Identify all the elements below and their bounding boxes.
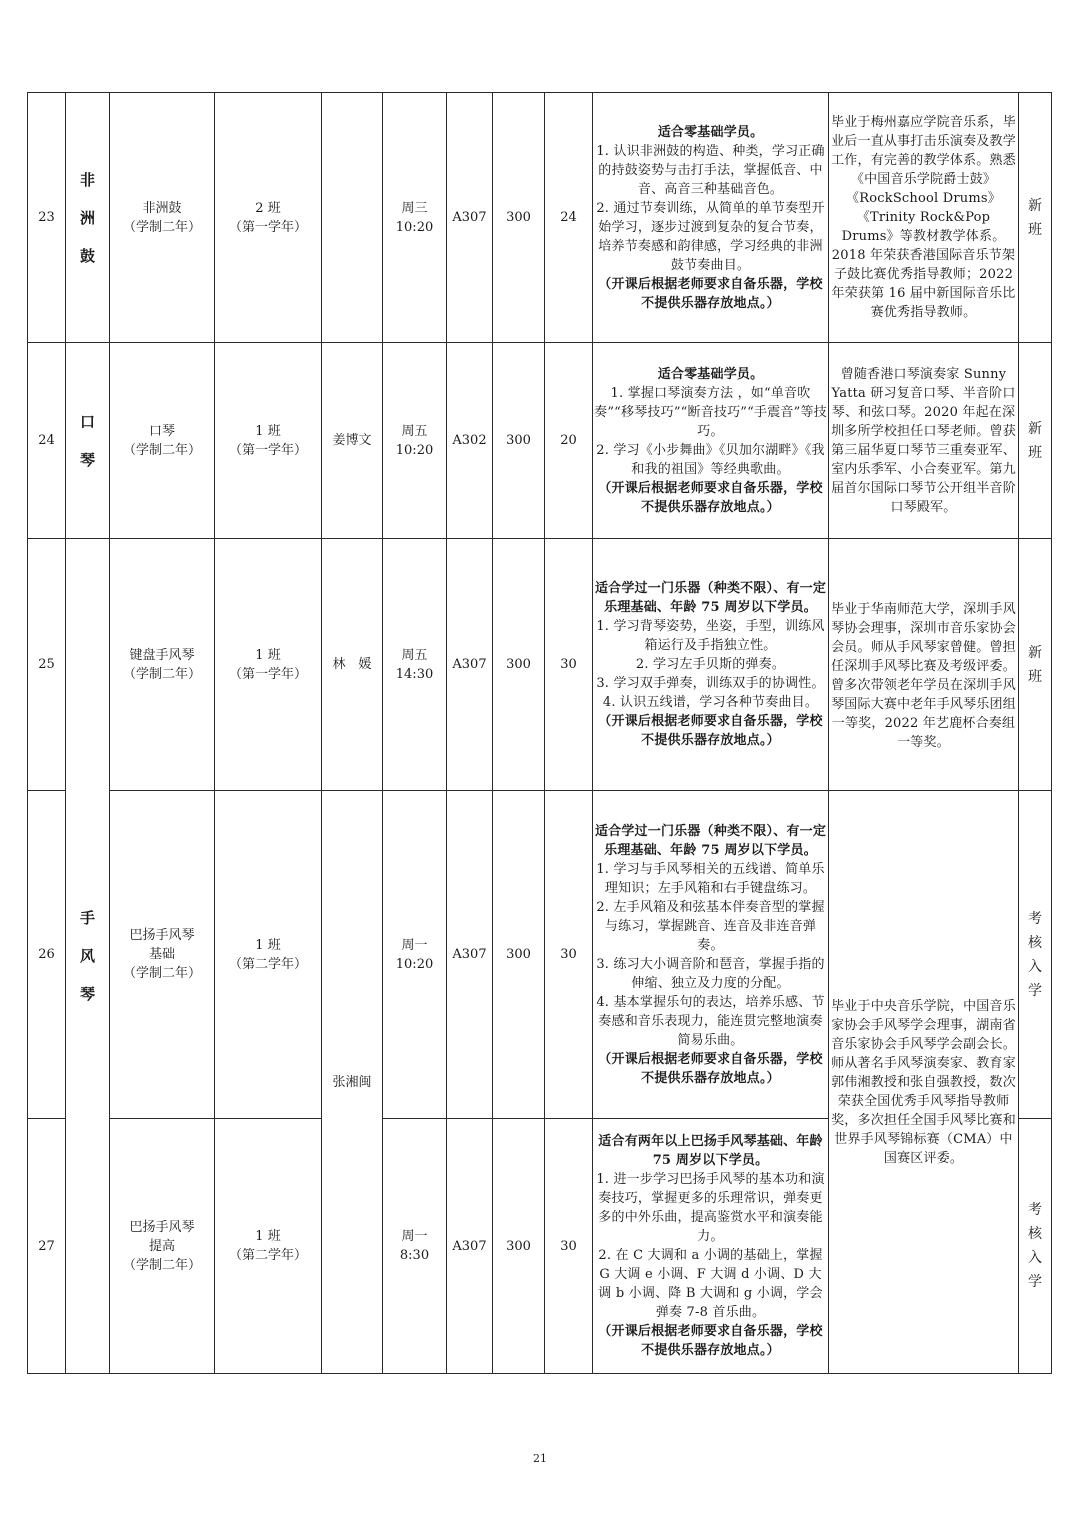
category-cell — [66, 93, 110, 343]
course-description: 适合零基础学员。 1. 认识非洲鼓的构造、种类，学习正确的持鼓姿势与击打手法，掌握低音、中音、高音三种基础音色。 2. 通过节奏训练，从简单的单节奏型开始学习，逐步过渡到复杂的复合节奏，培养节奏感和韵律感，学习经典的非洲鼓节奏曲目。 （开课后根据老师要求自备乐器，学校不提供乐器存放地点。） — [593, 93, 829, 343]
teacher-name: 张湘闽 — [322, 791, 383, 1374]
course-name: 口琴 （学制二年） — [110, 343, 215, 539]
remark: 考核入学 — [1019, 1119, 1052, 1374]
class-time: 周一 8:30 — [383, 1119, 447, 1374]
row-number: 26 — [28, 791, 66, 1119]
teacher-name: 林 媛 — [322, 539, 383, 791]
fee: 300 — [493, 1119, 545, 1374]
table-row — [28, 539, 1052, 791]
category-label: 口琴 — [79, 412, 95, 469]
teacher-intro: 毕业于华南师范大学，深圳手风琴协会理事，深圳市音乐家协会会员。师从手风琴家曾健。曾担任深圳手风琴比赛及考级评委。曾多次带领老年学员在深圳手风琴国际大赛中老年手风琴乐团组一等奖，2022 年艺鹿杯合奏组一等奖。 — [829, 539, 1019, 791]
course-name: 巴扬手风琴 基础 （学制二年） — [110, 791, 215, 1119]
fee: 300 — [493, 539, 545, 791]
class-info: 1 班 （第一学年） — [215, 343, 322, 539]
table-row — [28, 93, 1052, 343]
quota: 24 — [545, 93, 593, 343]
page-number: 21 — [533, 1452, 547, 1465]
teacher-name: 姜博文 — [322, 343, 383, 539]
classroom: A307 — [447, 791, 493, 1119]
class-time: 周一 10:20 — [383, 791, 447, 1119]
course-name: 巴扬手风琴 提高 （学制二年） — [110, 1119, 215, 1374]
table-row — [28, 343, 1052, 539]
fee: 300 — [493, 791, 545, 1119]
teacher-name — [322, 93, 383, 343]
quota: 20 — [545, 343, 593, 539]
class-time: 周五 10:20 — [383, 343, 447, 539]
quota: 30 — [545, 1119, 593, 1374]
classroom: A302 — [447, 343, 493, 539]
quota: 30 — [545, 539, 593, 791]
remark: 考核入学 — [1019, 791, 1052, 1119]
course-description: 适合学过一门乐器（种类不限）、有一定乐理基础、年龄 75 周岁以下学员。 1. 学习与手风琴相关的五线谱、简单乐理知识；左手风箱和右手键盘练习。 2. 左手风箱及和弦基本伴奏音型的掌握与练习，掌握跳音、连音及非连音弹奏。 3. 练习大小调音阶和琶音，掌握手指的伸缩、独立及力度的分配。 4. 基本掌握乐句的表达，培养乐感、节奏感和音乐表现力，能连贯完整地演奏简易乐曲。 （开课后根据老师要求自备乐器，学校不提供乐器存放地点。） — [593, 791, 829, 1119]
classroom: A307 — [447, 1119, 493, 1374]
row-number: 25 — [28, 539, 66, 791]
remark: 新班 — [1019, 93, 1052, 343]
teacher-intro: 毕业于中央音乐学院，中国音乐家协会手风琴学会理事，湖南省音乐家协会手风琴学会副会长。师从著名手风琴演奏家、教育家郭伟湘教授和张自强教授，数次荣获全国优秀手风琴指导教师奖，多次担任全国手风琴比赛和世界手风琴锦标赛（CMA）中国赛区评委。 — [829, 791, 1019, 1374]
class-time: 周五 14:30 — [383, 539, 447, 791]
row-number: 27 — [28, 1119, 66, 1374]
course-table — [27, 92, 1052, 1374]
category-label: 手风琴 — [79, 909, 95, 1003]
table-row — [28, 791, 1052, 1119]
fee: 300 — [493, 93, 545, 343]
course-description: 适合有两年以上巴扬手风琴基础、年龄 75 周岁以下学员。 1. 进一步学习巴扬手风琴的基本功和演奏技巧，掌握更多的乐理常识，弹奏更多的中外乐曲，提高鉴赏水平和演奏能力。 2. 在 C 大调和 a 小调的基础上，掌握 G 大调 e 小调、F 大调 d 小调、D 大调 b 小调、降 B 大调和 g 小调，学会弹奏 7-8 首乐曲。 （开课后根据老师要求自备乐器，学校不提供乐器存放地点。） — [593, 1119, 829, 1374]
classroom: A307 — [447, 539, 493, 791]
class-info: 1 班 （第二学年） — [215, 1119, 322, 1374]
class-info: 2 班 （第一学年） — [215, 93, 322, 343]
course-name: 非洲鼓 （学制二年） — [110, 93, 215, 343]
fee: 300 — [493, 343, 545, 539]
class-info: 1 班 （第二学年） — [215, 791, 322, 1119]
teacher-intro: 曾随香港口琴演奏家 Sunny Yatta 研习复音口琴、半音阶口琴、和弦口琴。2020 年起在深圳多所学校担任口琴老师。曾获第三届华夏口琴节三重奏亚军、室内乐季军、小合奏亚军。第九届首尔国际口琴节公开组半音阶口琴殿军。 — [829, 343, 1019, 539]
course-description: 适合零基础学员。 1. 掌握口琴演奏方法 ，如“单音吹奏”“移琴技巧”“断音技巧”“手震音”等技巧。 2. 学习《小步舞曲》《贝加尔湖畔》《我和我的祖国》等经典歌曲。 （开课后根据老师要求自备乐器，学校不提供乐器存放地点。） — [593, 343, 829, 539]
course-name: 键盘手风琴 （学制二年） — [110, 539, 215, 791]
class-info: 1 班 （第一学年） — [215, 539, 322, 791]
remark: 新班 — [1019, 343, 1052, 539]
category-cell — [66, 539, 110, 1374]
class-time: 周三 10:20 — [383, 93, 447, 343]
category-label: 非洲鼓 — [79, 170, 95, 265]
row-number: 23 — [28, 93, 66, 343]
remark: 新班 — [1019, 539, 1052, 791]
row-number: 24 — [28, 343, 66, 539]
category-cell — [66, 343, 110, 539]
course-description: 适合学过一门乐器（种类不限）、有一定乐理基础、年龄 75 周岁以下学员。 1. 学习背琴姿势，坐姿，手型，训练风箱运行及手指独立性。 2. 学习左手贝斯的弹奏。 3. 学习双手弹奏，训练双手的协调性。 4. 认识五线谱，学习各种节奏曲目。 （开课后根据老师要求自备乐器，学校不提供乐器存放地点。） — [593, 539, 829, 791]
quota: 30 — [545, 791, 593, 1119]
classroom: A307 — [447, 93, 493, 343]
teacher-intro: 毕业于梅州嘉应学院音乐系，毕业后一直从事打击乐演奏及教学工作，有完善的教学体系。熟悉《中国音乐学院爵士鼓》《RockSchool Drums》《Trinity Rock&Pop Drums》等教材教学体系。2018 年荣获香港国际音乐节架子鼓比赛优秀指导教师；2022 年荣获第 16 届中新国际音乐比赛优秀指导教师。 — [829, 93, 1019, 343]
